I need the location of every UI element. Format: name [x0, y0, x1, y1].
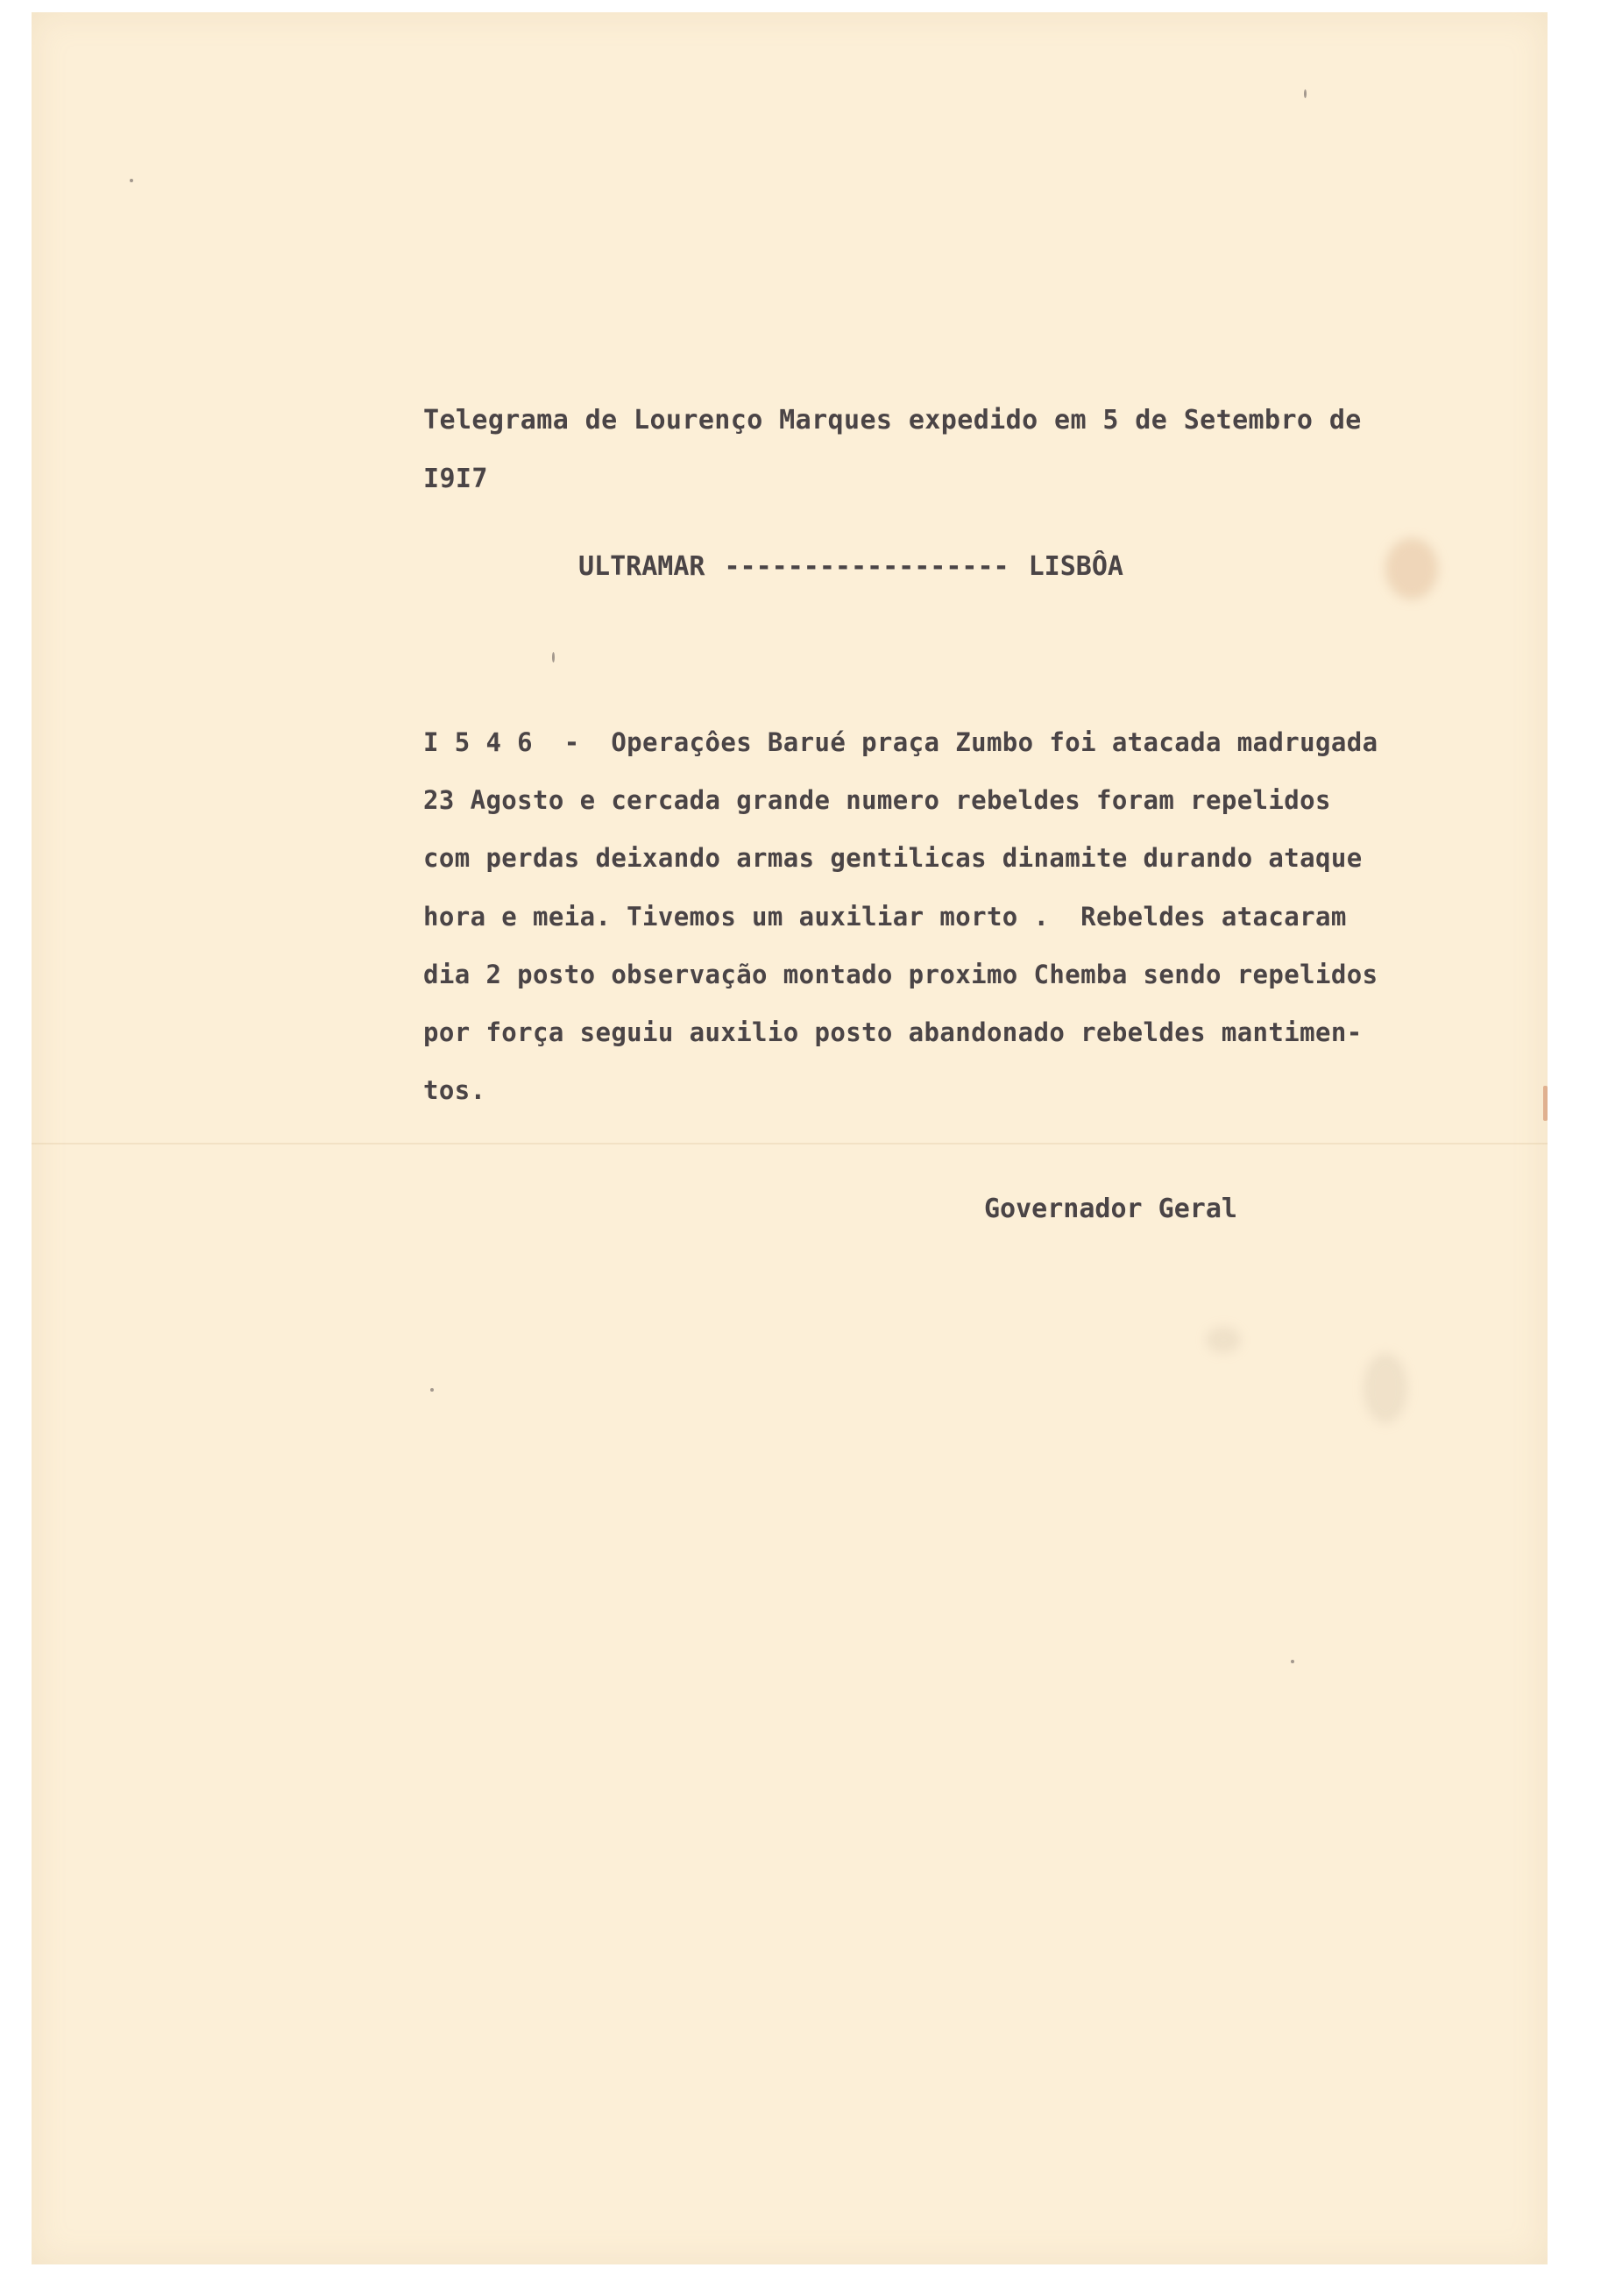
telegram-body-line: com perdas deixando armas gentilicas dinamite durando ataque — [423, 843, 1363, 873]
telegram-route — [578, 551, 1123, 582]
route-separator: ------------------ — [724, 551, 1009, 582]
telegram-body-line: dia 2 posto observação montado proximo Chemba sendo repelidos — [423, 960, 1378, 989]
telegram-body-line: tos. — [423, 1075, 486, 1105]
route-origin: ULTRAMAR — [578, 551, 705, 582]
document-page — [32, 12, 1548, 2264]
paper-stain — [1364, 1353, 1407, 1423]
paper-fold — [32, 1143, 1548, 1144]
telegram-body-line: 23 Agosto e cercada grande numero rebeldes foram repelidos — [423, 785, 1331, 815]
telegram-body-line: hora e meia. Tivemos um auxiliar morto . Rebeldes atacaram — [423, 902, 1347, 932]
telegram-header: Telegrama de Lourenço Marques expedido em 5 de Setembro de — [423, 405, 1362, 436]
telegram-body-line: I 5 4 6 - Operaçôes Barué praça Zumbo foi atacada madrugada — [423, 727, 1378, 757]
telegram-body-line: por força seguiu auxilio posto abandonado rebeldes mantimen- — [423, 1017, 1363, 1047]
route-destination: LISBÔA — [1028, 551, 1123, 582]
telegram-signature: Governador Geral — [984, 1194, 1237, 1224]
paper-stain — [1206, 1327, 1241, 1353]
paper-stain — [1385, 538, 1438, 599]
paper-speck — [1291, 1660, 1294, 1663]
paper-speck — [430, 1388, 434, 1392]
paper-speck — [552, 652, 555, 663]
paper-speck — [1304, 89, 1307, 98]
telegram-year: I9I7 — [423, 464, 488, 494]
paper-speck — [1543, 1086, 1548, 1121]
paper-speck — [130, 179, 133, 182]
